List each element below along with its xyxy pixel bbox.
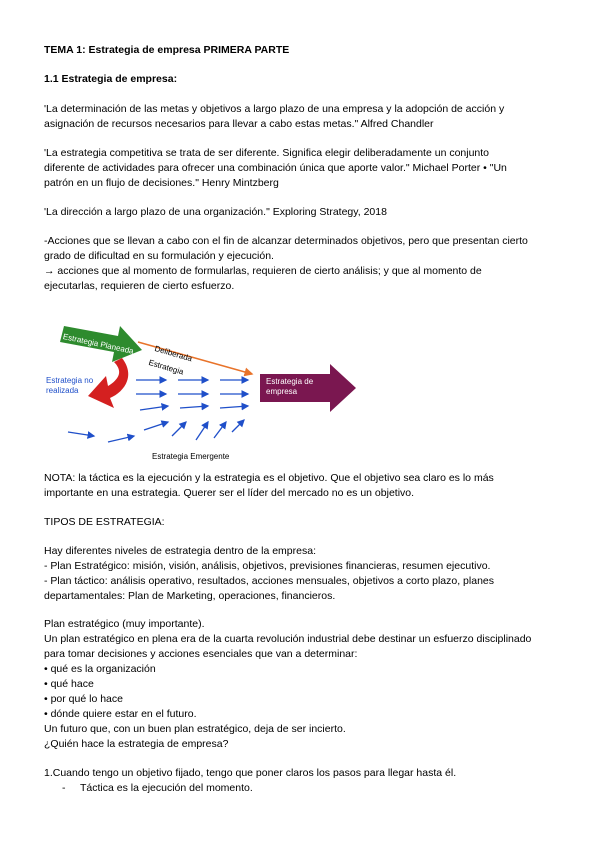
- step-1-sub: Táctica es la ejecución del momento.: [80, 782, 253, 794]
- plan-bullet-4: • dónde quiere estar en el futuro.: [44, 708, 197, 720]
- flow-arrow: [140, 406, 168, 410]
- not-realized-label-2: realizada: [46, 386, 79, 395]
- actions-line-2: grado de dificultad en su formulación y ejecución.: [44, 250, 274, 262]
- emergent-arrow: [68, 432, 94, 436]
- quote-exploring-strategy: 'La dirección a largo plazo de una organización." Exploring Strategy, 2018: [44, 206, 387, 218]
- step-1: 1.Cuando tengo un objetivo fijado, tengo que poner claros los pasos para llegar hasta él.: [44, 767, 457, 779]
- niveles-line-3: - Plan táctico: análisis operativo, resultados, acciones mensuales, objetivos a corto plazo, planes: [44, 575, 494, 587]
- emergent-arrow: [172, 422, 186, 436]
- quote-porter-line-1: 'La estrategia competitiva se trata de ser diferente. Significa elegir deliberadamente un conjunto: [44, 147, 490, 159]
- plan-question: ¿Quién hace la estrategia de empresa?: [44, 738, 229, 750]
- company-strategy-label-1: Estrategia de: [266, 377, 314, 386]
- nota-line-1: NOTA: la táctica es la ejecución y la estrategia es el objetivo. Que el objetivo sea claro es lo más: [44, 472, 494, 484]
- emergent-arrow: [144, 422, 168, 430]
- quote-porter-line-2: diferente de actividades para ofrecer una combinación única que aporte valor." Michael Porter • "Un: [44, 162, 507, 174]
- quote-chandler-line-1: 'La determinación de las metas y objetivos a largo plazo de una empresa y la adopción de acción y: [44, 103, 505, 115]
- actions-line-4: ejecutarlas, requieren de cierto esfuerzo.: [44, 280, 235, 292]
- document-title: TEMA 1: Estrategia de empresa PRIMERA PARTE: [44, 44, 290, 56]
- plan-line-2: Un plan estratégico en plena era de la cuarta revolución industrial debe destinar un esfuerzo disciplinado: [44, 633, 532, 645]
- not-realized-arrow: [88, 358, 128, 408]
- plan-line-4: Un futuro que, con un buen plan estratégico, deja de ser incierto.: [44, 723, 346, 735]
- emergent-arrow: [214, 422, 226, 438]
- plan-line-1: Plan estratégico (muy importante).: [44, 618, 205, 630]
- actions-line-1: -Acciones que se llevan a cabo con el fin de alcanzar determinados objetivos, pero que presentan cierto: [44, 235, 528, 247]
- niveles-line-1: Hay diferentes niveles de estrategia dentro de la empresa:: [44, 545, 316, 557]
- section-heading: 1.1 Estrategia de empresa:: [44, 73, 178, 85]
- not-realized-label-1: Estrategia no: [46, 376, 94, 385]
- step-1-dash: -: [62, 782, 66, 794]
- quote-porter-line-3: patrón en un flujo de decisiones." Henry Mintzberg: [44, 177, 279, 189]
- actions-line-3: → acciones que al momento de formularlas, requieren de cierto análisis; y que al momento de: [44, 265, 482, 277]
- deliberate-label-2: Estrategia: [147, 358, 185, 377]
- flow-arrow: [180, 406, 208, 408]
- tipos-heading: TIPOS DE ESTRATEGIA:: [44, 516, 165, 528]
- quote-chandler-line-2: asignación de recursos necesarios para llevar a cabo estas metas." Alfred Chandler: [44, 118, 434, 130]
- emergent-strategy-label: Estrategia Emergente: [152, 452, 230, 461]
- plan-bullet-2: • qué hace: [44, 678, 94, 690]
- company-strategy-label-2: empresa: [266, 387, 298, 396]
- niveles-line-4: departamentales: Plan de Marketing, operaciones, financieros.: [44, 590, 336, 602]
- plan-bullet-3: • por qué lo hace: [44, 693, 123, 705]
- emergent-arrow: [108, 436, 134, 442]
- plan-bullet-1: • qué es la organización: [44, 663, 156, 675]
- emergent-arrow: [232, 420, 244, 432]
- emergent-arrow: [196, 422, 208, 440]
- nota-line-2: importante en una estrategia. Querer ser el líder del mercado no es un objetivo.: [44, 487, 415, 499]
- deliberate-label-1: Deliberada: [153, 344, 194, 364]
- flow-arrow: [220, 406, 248, 408]
- planned-strategy-label: Estrategia Planeada: [62, 332, 135, 356]
- plan-line-3: para tomar decisiones y acciones esenciales que van a determinar:: [44, 648, 358, 660]
- strategy-diagram: [44, 318, 374, 466]
- niveles-line-2: - Plan Estratégico: misión, visión, análisis, objetivos, previsiones financieras, resumen ejecutivo.: [44, 560, 491, 572]
